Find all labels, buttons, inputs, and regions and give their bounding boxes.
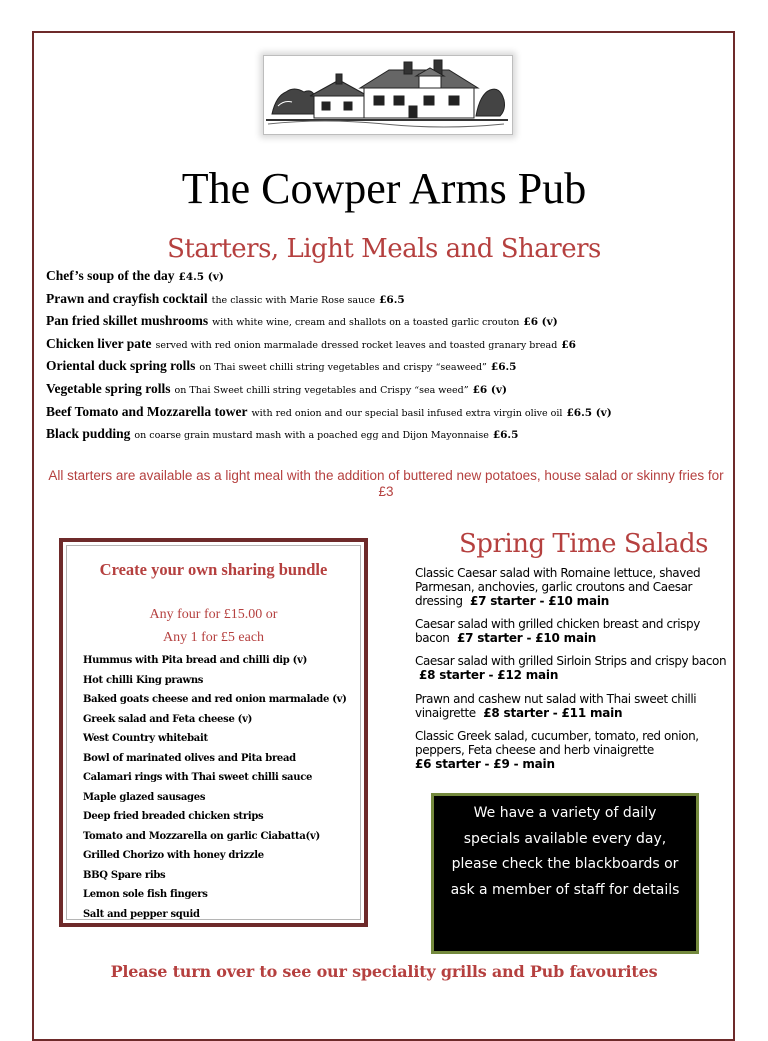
sharing-bundle-box (59, 538, 368, 927)
item-description: on coarse grain mustard mash with a poached egg and Dijon Mayonnaise (134, 430, 489, 442)
list-item (46, 265, 746, 288)
list-item: Salt and pepper squid (83, 908, 200, 920)
item-name: Vegetable spring rolls (46, 380, 171, 396)
starters-list (46, 265, 746, 446)
item-price: £6 (v) (523, 316, 558, 329)
item-price: £4.5 (v) (178, 271, 224, 283)
item-description: the classic with Marie Rose sauce (211, 294, 376, 306)
salad-item (415, 654, 735, 682)
salad-price: £8 starter - £12 main (419, 668, 559, 682)
specials-line: We have a variety of daily (473, 805, 657, 821)
pub-building-sketch-icon (264, 56, 510, 132)
bundle-inner-border (66, 545, 361, 920)
list-item: Calamari rings with Thai sweet chilli sauce (83, 772, 313, 783)
salad-description: Caesar salad with grilled chicken breast and crispy bacon (415, 617, 700, 645)
list-item: Tomato and Mozzarella on garlic Ciabatta(v) (83, 830, 320, 842)
salad-price: £6 starter - £9 - main (415, 757, 555, 771)
item-price: £6.5 (490, 361, 517, 374)
page-title: The Cowper Arms Pub (181, 164, 587, 213)
footer-note: Please turn over to see our speciality grills and Pub favourites (110, 962, 658, 981)
list-item: Maple glazed sausages (83, 791, 206, 803)
list-item: Grilled Chorizo with honey drizzle (83, 850, 264, 861)
list-item (46, 355, 746, 378)
list-item (46, 310, 746, 333)
bundle-offer-four: Any four for £15.00 or (149, 607, 278, 622)
item-price: £6.5 (492, 429, 519, 442)
salad-item (415, 617, 735, 645)
list-item (46, 423, 746, 446)
salad-price: £8 starter - £11 main (483, 706, 623, 720)
pub-logo (263, 55, 513, 135)
salad-price: £7 starter - £10 main (456, 631, 597, 645)
specials-line: please check the blackboards or (451, 856, 679, 872)
list-item: Lemon sole fish fingers (83, 889, 208, 900)
starters-heading: Starters, Light Meals and Sharers (167, 234, 601, 264)
salads-heading: Spring Time Salads (459, 529, 708, 559)
item-description: on Thai sweet chilli string vegetables and crispy “seaweed” (199, 362, 487, 374)
daily-specials-box (431, 793, 699, 954)
item-name: Chef’s soup of the day (46, 268, 175, 283)
item-name: Oriental duck spring rolls (46, 358, 196, 374)
list-item: Baked goats cheese and red onion marmalade (v) (83, 694, 347, 705)
salad-description: Classic Caesar salad with Romaine lettuce, shaved Parmesan, anchovies, garlic croutons and Caesar dressing (415, 566, 701, 608)
item-price: £6 (v) (472, 383, 507, 396)
list-item: West Country whitebait (83, 733, 208, 744)
list-item (46, 288, 746, 311)
salad-description: Prawn and cashew nut salad with Thai sweet chilli vinaigrette (415, 692, 697, 720)
item-price: £6.5 (v) (566, 406, 612, 419)
bundle-title: Create your own sharing bundle (99, 560, 328, 579)
salad-item (415, 729, 735, 771)
salad-price: £7 starter - £10 main (469, 594, 610, 608)
item-name: Black pudding (46, 426, 131, 442)
salad-item (415, 566, 735, 608)
list-item: Bowl of marinated olives and Pita bread (83, 752, 296, 764)
specials-line: specials available every day, (463, 830, 667, 847)
item-description: with white wine, cream and shallots on a toasted garlic crouton (212, 317, 520, 329)
list-item: Hummus with Pita bread and chilli dip (v) (83, 655, 308, 666)
item-name: Prawn and crayfish cocktail (46, 290, 208, 306)
item-name: Beef Tomato and Mozzarella tower (46, 403, 248, 419)
list-item: Greek salad and Feta cheese (v) (83, 713, 253, 725)
item-description: with red onion and our special basil infused extra virgin olive oil (251, 407, 563, 419)
list-item (46, 333, 746, 356)
item-description: served with red onion marmalade dressed rocket leaves and toasted granary bread (155, 339, 558, 351)
item-price: £6.5 (379, 293, 405, 306)
item-price: £6 (561, 338, 576, 351)
bundle-offer-single: Any 1 for £5 each (162, 630, 265, 645)
specials-line: ask a member of staff for details (450, 881, 680, 898)
list-item: BBQ Spare ribs (83, 869, 166, 881)
item-name: Chicken liver pate (46, 335, 152, 351)
salad-description: Caesar salad with grilled Sirloin Strips and crispy bacon (415, 654, 727, 668)
list-item: Hot chilli King prawns (83, 674, 204, 686)
salad-item (415, 692, 735, 720)
item-name: Pan fried skillet mushrooms (46, 313, 209, 329)
item-description: on Thai Sweet chilli string vegetables and Crispy “sea weed” (174, 384, 469, 396)
salad-description: Classic Greek salad, cucumber, tomato, red onion, peppers, Feta cheese and herb vinaigrette (415, 729, 699, 757)
list-item (46, 378, 746, 401)
list-item (46, 401, 746, 424)
starters-note: All starters are available as a light meal with the addition of buttered new potatoes, house salad or skinny fries for £3 (48, 468, 724, 499)
list-item: Deep fried breaded chicken strips (83, 811, 264, 822)
bundle-list (83, 651, 347, 924)
